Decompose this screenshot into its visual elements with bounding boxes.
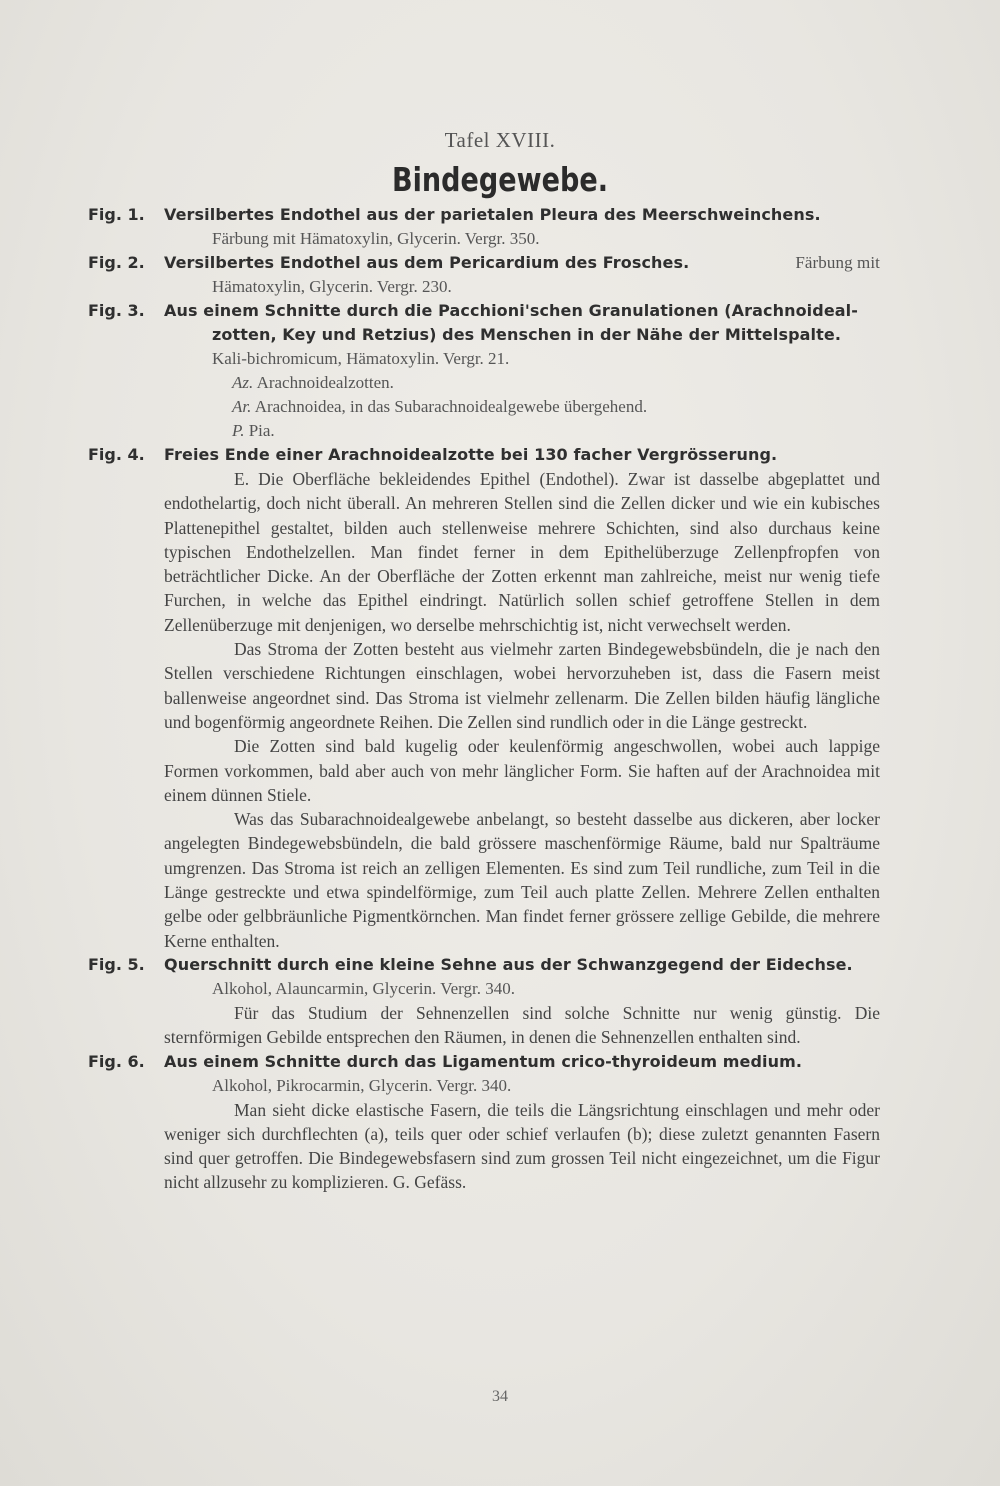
legend-text: Pia.: [248, 421, 275, 440]
legend-item: [232, 371, 880, 395]
figure-label: Fig. 5.: [88, 954, 145, 974]
description-paragraph: Was das Subarachnoidealgewebe anbelangt, so besteht dasselbe aus dickeren, aber locker angelegten Bindegewebsbündeln, die bald grössere maschenförmige Räume, bald nur Spalträume umgrenzen. Das Stroma ist reich an zelligen Elementen. Es sind zum Teil rundliche, zum Teil in die Länge gestreckte und etwa spindelförmige, zum Teil auch platte Zellen. Mehrere Zellen enthalten gelbe oder gelbbräunliche Pigmentkörnchen. Man findet ferner grössere zellige Gebilde, die mehrere Kerne enthalten.: [164, 809, 880, 951]
figure-preparation: Kali-bichromicum, Hämatoxylin. Vergr. 21.: [212, 349, 510, 368]
legend-item: [232, 419, 880, 443]
figure-label: Fig. 2.: [88, 253, 145, 272]
legend-key: Ar.: [232, 397, 252, 416]
legend-text: Arachnoidea, in das Subarachnoidealgewebe übergehend.: [254, 397, 648, 416]
figure-heading-line-1: Aus einem Schnitte durch die Pacchioni'schen Granulationen (Arachnoideal-: [164, 301, 858, 320]
page-title: Bindegewebe.: [392, 160, 608, 199]
figure-preparation: Färbung mit Hämatoxylin, Glycerin. Vergr. 350.: [212, 229, 540, 248]
figure-5: [88, 953, 880, 1050]
description-paragraph: Für das Studium der Sehnenzellen sind solche Schnitte nur wenig günstig. Die sternförmigen Gebilde entsprechen den Räumen, in denen die Sehnenzellen enthalten sind.: [164, 1002, 880, 1048]
figure-2: [88, 251, 880, 299]
figure-heading: Querschnitt durch eine kleine Sehne aus der Schwanzgegend der Eidechse.: [164, 954, 853, 974]
figure-heading: Freies Ende einer Arachnoidealzotte bei 130 facher Vergrösserung.: [164, 445, 778, 464]
figure-preparation: Alkohol, Pikrocarmin, Glycerin. Vergr. 340.: [212, 1075, 512, 1095]
legend-key: P.: [232, 421, 245, 440]
legend-key: Az.: [232, 373, 254, 392]
legend-item: [232, 395, 880, 419]
figure-heading: Versilbertes Endothel aus der parietalen Pleura des Meerschweinchens.: [164, 205, 821, 224]
figure-label: Fig. 6.: [88, 1051, 145, 1071]
figure-heading-tail: Färbung mit: [795, 253, 880, 272]
description-paragraph: Man sieht dicke elastische Fasern, die teils die Längsrichtung einschlagen und mehr oder weniger sich durchflechten (a), teils quer oder schief verlaufen (b); diese zuletzt genannten Fasern sind quer getroffen. Die Bindegewebsfasern sind zum grossen Teil nicht eingezeichnet, um die Figur nicht allzusehr zu komplizieren. G. Gefäss.: [164, 1099, 880, 1193]
figure-1: [88, 203, 880, 251]
figure-4: [88, 443, 880, 953]
figure-heading-line-2: zotten, Key und Retzius) des Menschen in der Nähe der Mittelspalte.: [212, 325, 842, 344]
figure-6: [88, 1050, 880, 1195]
description-paragraph: Das Stroma der Zotten besteht aus vielmehr zarten Bindegewebsbündeln, die je nach den Stellen verschiedene Richtungen einschlagen, wobei hervorzuheben ist, dass die Fasern meist ballenweise angeordnet sind. Das Stroma ist vielmehr zellenarm. Die Zellen bilden häufig längliche und bogenförmig angeordnete Reihen. Die Zellen sind rundlich oder in die Länge gestreckt.: [164, 639, 880, 732]
figure-3: [88, 299, 880, 443]
description-paragraph: Die Zotten sind bald kugelig oder keulenförmig angeschwollen, wobei auch lappige Formen vorkommen, bald aber auch von mehr länglicher Form. Sie haften auf der Arachnoidea mit einem dünnen Stiele.: [164, 736, 880, 805]
plate-number: Tafel XVIII.: [444, 128, 556, 152]
figure-descriptions: [88, 203, 880, 1195]
figure-preparation: Alkohol, Alauncarmin, Glycerin. Vergr. 340.: [212, 978, 515, 998]
figure-label: Fig. 4.: [88, 445, 145, 464]
figure-heading: Aus einem Schnitte durch das Ligamentum crico-thyroideum medium.: [164, 1051, 803, 1071]
description-paragraph: E. Die Oberfläche bekleidendes Epithel (Endothel). Zwar ist dasselbe abgeplattet und endothelartig, doch nicht überall. An mehreren Stellen sind die Zellen dicker und wie ein kubisches Plattenepithel gestaltet, bilden auch stellenweise mehrere Schichten, sind also durchaus keine typischen Endothelzellen. Man findet ferner in dem Epithelüberzuge Zellenpfropfen von beträchtlicher Dicke. An der Oberfläche der Zotten erkennt man zahlreiche, meist nur wenig tiefe Furchen, in welche das Epithel eindringt. Natürlich sollen schief getroffene Stellen in dem Zellenüberzuge mit denjenigen, wo derselbe mehrschichtig ist, nicht verwechselt werden.: [164, 469, 880, 635]
figure-preparation: Hämatoxylin, Glycerin. Vergr. 230.: [212, 277, 452, 296]
figure-heading-line: [164, 251, 880, 275]
figure-heading: [164, 299, 880, 347]
figure-label: Fig. 3.: [88, 301, 145, 320]
page-number: 34: [492, 1388, 508, 1405]
legend-text: Arachnoidealzotten.: [256, 373, 394, 392]
figure-label: Fig. 1.: [88, 205, 145, 224]
figure-heading: Versilbertes Endothel aus dem Pericardium des Frosches.: [164, 253, 690, 272]
